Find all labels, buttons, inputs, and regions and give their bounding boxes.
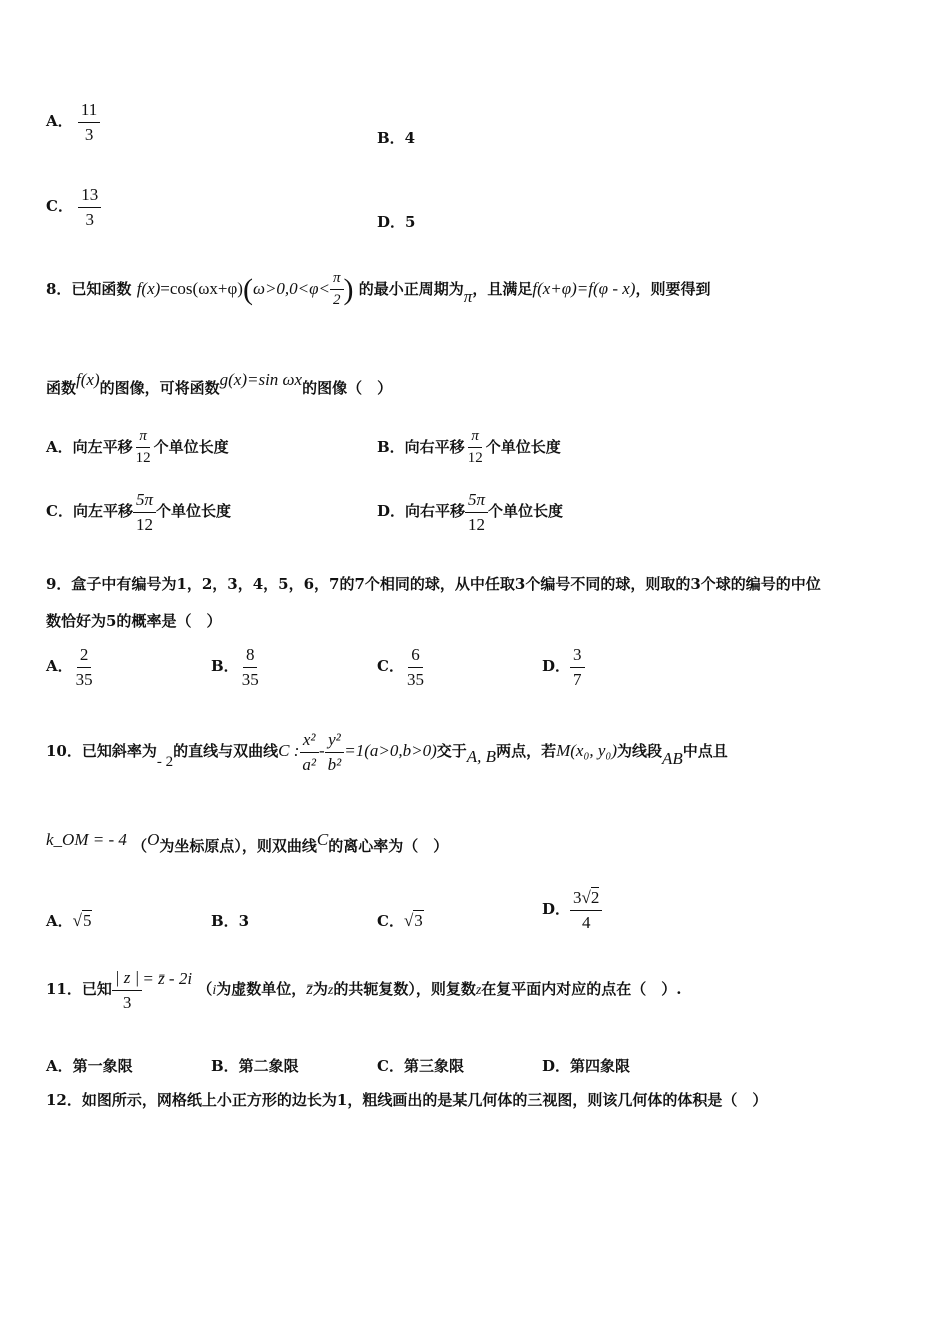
question-12: 12．如图所示，网格纸上小正方形的边长为1，粗线画出的是某几何体的三视图，则该几何体的体积是（ ）	[46, 1091, 768, 1109]
fraction: $\frac{13}{3}$	[78, 185, 101, 229]
fraction: $\frac{11}{3}$	[78, 100, 100, 144]
q11-option-c[interactable]: C．第三象限	[377, 1057, 464, 1075]
q8-option-b[interactable]: B．向右平移 $\frac{\pi}{12}$ 个单位长度	[377, 428, 561, 467]
q11-option-b[interactable]: B．第二象限	[211, 1057, 299, 1075]
question-11: 11．已知 $\frac{| z |}{3}$ = z̄ - 2i （i为虚数单位，z̄为z的共轭复数），则复数z在复平面内对应的点在（ ）.	[46, 968, 682, 1012]
question-10-line-2: k_OM = - 4 （O为坐标原点），则双曲线C的离心率为（ ）	[46, 830, 449, 855]
q7-option-c[interactable]: C． $\frac{13}{3}$	[46, 185, 101, 229]
q9-option-c[interactable]: C． $\frac{6}{35}$	[377, 645, 424, 689]
question-8-line-2: 函数f(x)的图像，可将函数g(x)=sin ωx的图像（ ）	[46, 370, 393, 397]
q9-option-b[interactable]: B． $\frac{8}{35}$	[211, 645, 259, 689]
q8-option-c[interactable]: C．向左平移 $\frac{5\pi}{12}$ 个单位长度	[46, 490, 231, 534]
q10-option-a[interactable]: A．√5	[46, 911, 92, 930]
q10-option-b[interactable]: B．3	[211, 912, 250, 930]
q10-option-c[interactable]: C．√3	[377, 911, 423, 930]
question-9-line-1: 9．盒子中有编号为1，2，3，4，5，6，7的7个相同的球，从中任取3个编号不同的球，则取的3个球的编号的中位	[46, 575, 821, 593]
q9-option-a[interactable]: A． $\frac{2}{35}$	[46, 645, 93, 689]
q9-option-d[interactable]: D． $\frac{3}{7}$	[542, 645, 585, 689]
question-9-line-2: 数恰好为5的概率是（ ）	[46, 612, 222, 630]
q11-option-a[interactable]: A．第一象限	[46, 1057, 133, 1075]
q7-option-d[interactable]: D．5	[377, 213, 416, 231]
question-8-line-1: 8．已知函数 f(x)=cos(ωx+φ)(ω>0,0<φ< $\frac{\pi}{2}$ ) 的最小正周期为π，且满足f(x+φ)=f(φ - x)，则要得到	[46, 270, 711, 309]
q11-option-d[interactable]: D．第四象限	[542, 1057, 631, 1075]
question-10-line-1: 10．已知斜率为- 2的直线与双曲线C : $\frac{\text{x²}}{\text{a²}}$ - $\frac{\text{y²}}{\text{b²}}$ =1(a>0,b>0)交于A, B两点，若M(x₀, y₀)为线段AB中点且	[46, 730, 728, 774]
q7-option-b[interactable]: B．4	[377, 129, 416, 147]
q8-option-a[interactable]: A．向左平移 $\frac{\pi}{12}$ 个单位长度	[46, 428, 229, 467]
q8-option-d[interactable]: D．向右平移 $\frac{5\pi}{12}$ 个单位长度	[377, 490, 564, 534]
q10-option-d[interactable]: D． $\frac{3√2}{4}$	[542, 888, 602, 932]
q7-option-a[interactable]: A． $\frac{11}{3}$	[46, 100, 100, 144]
